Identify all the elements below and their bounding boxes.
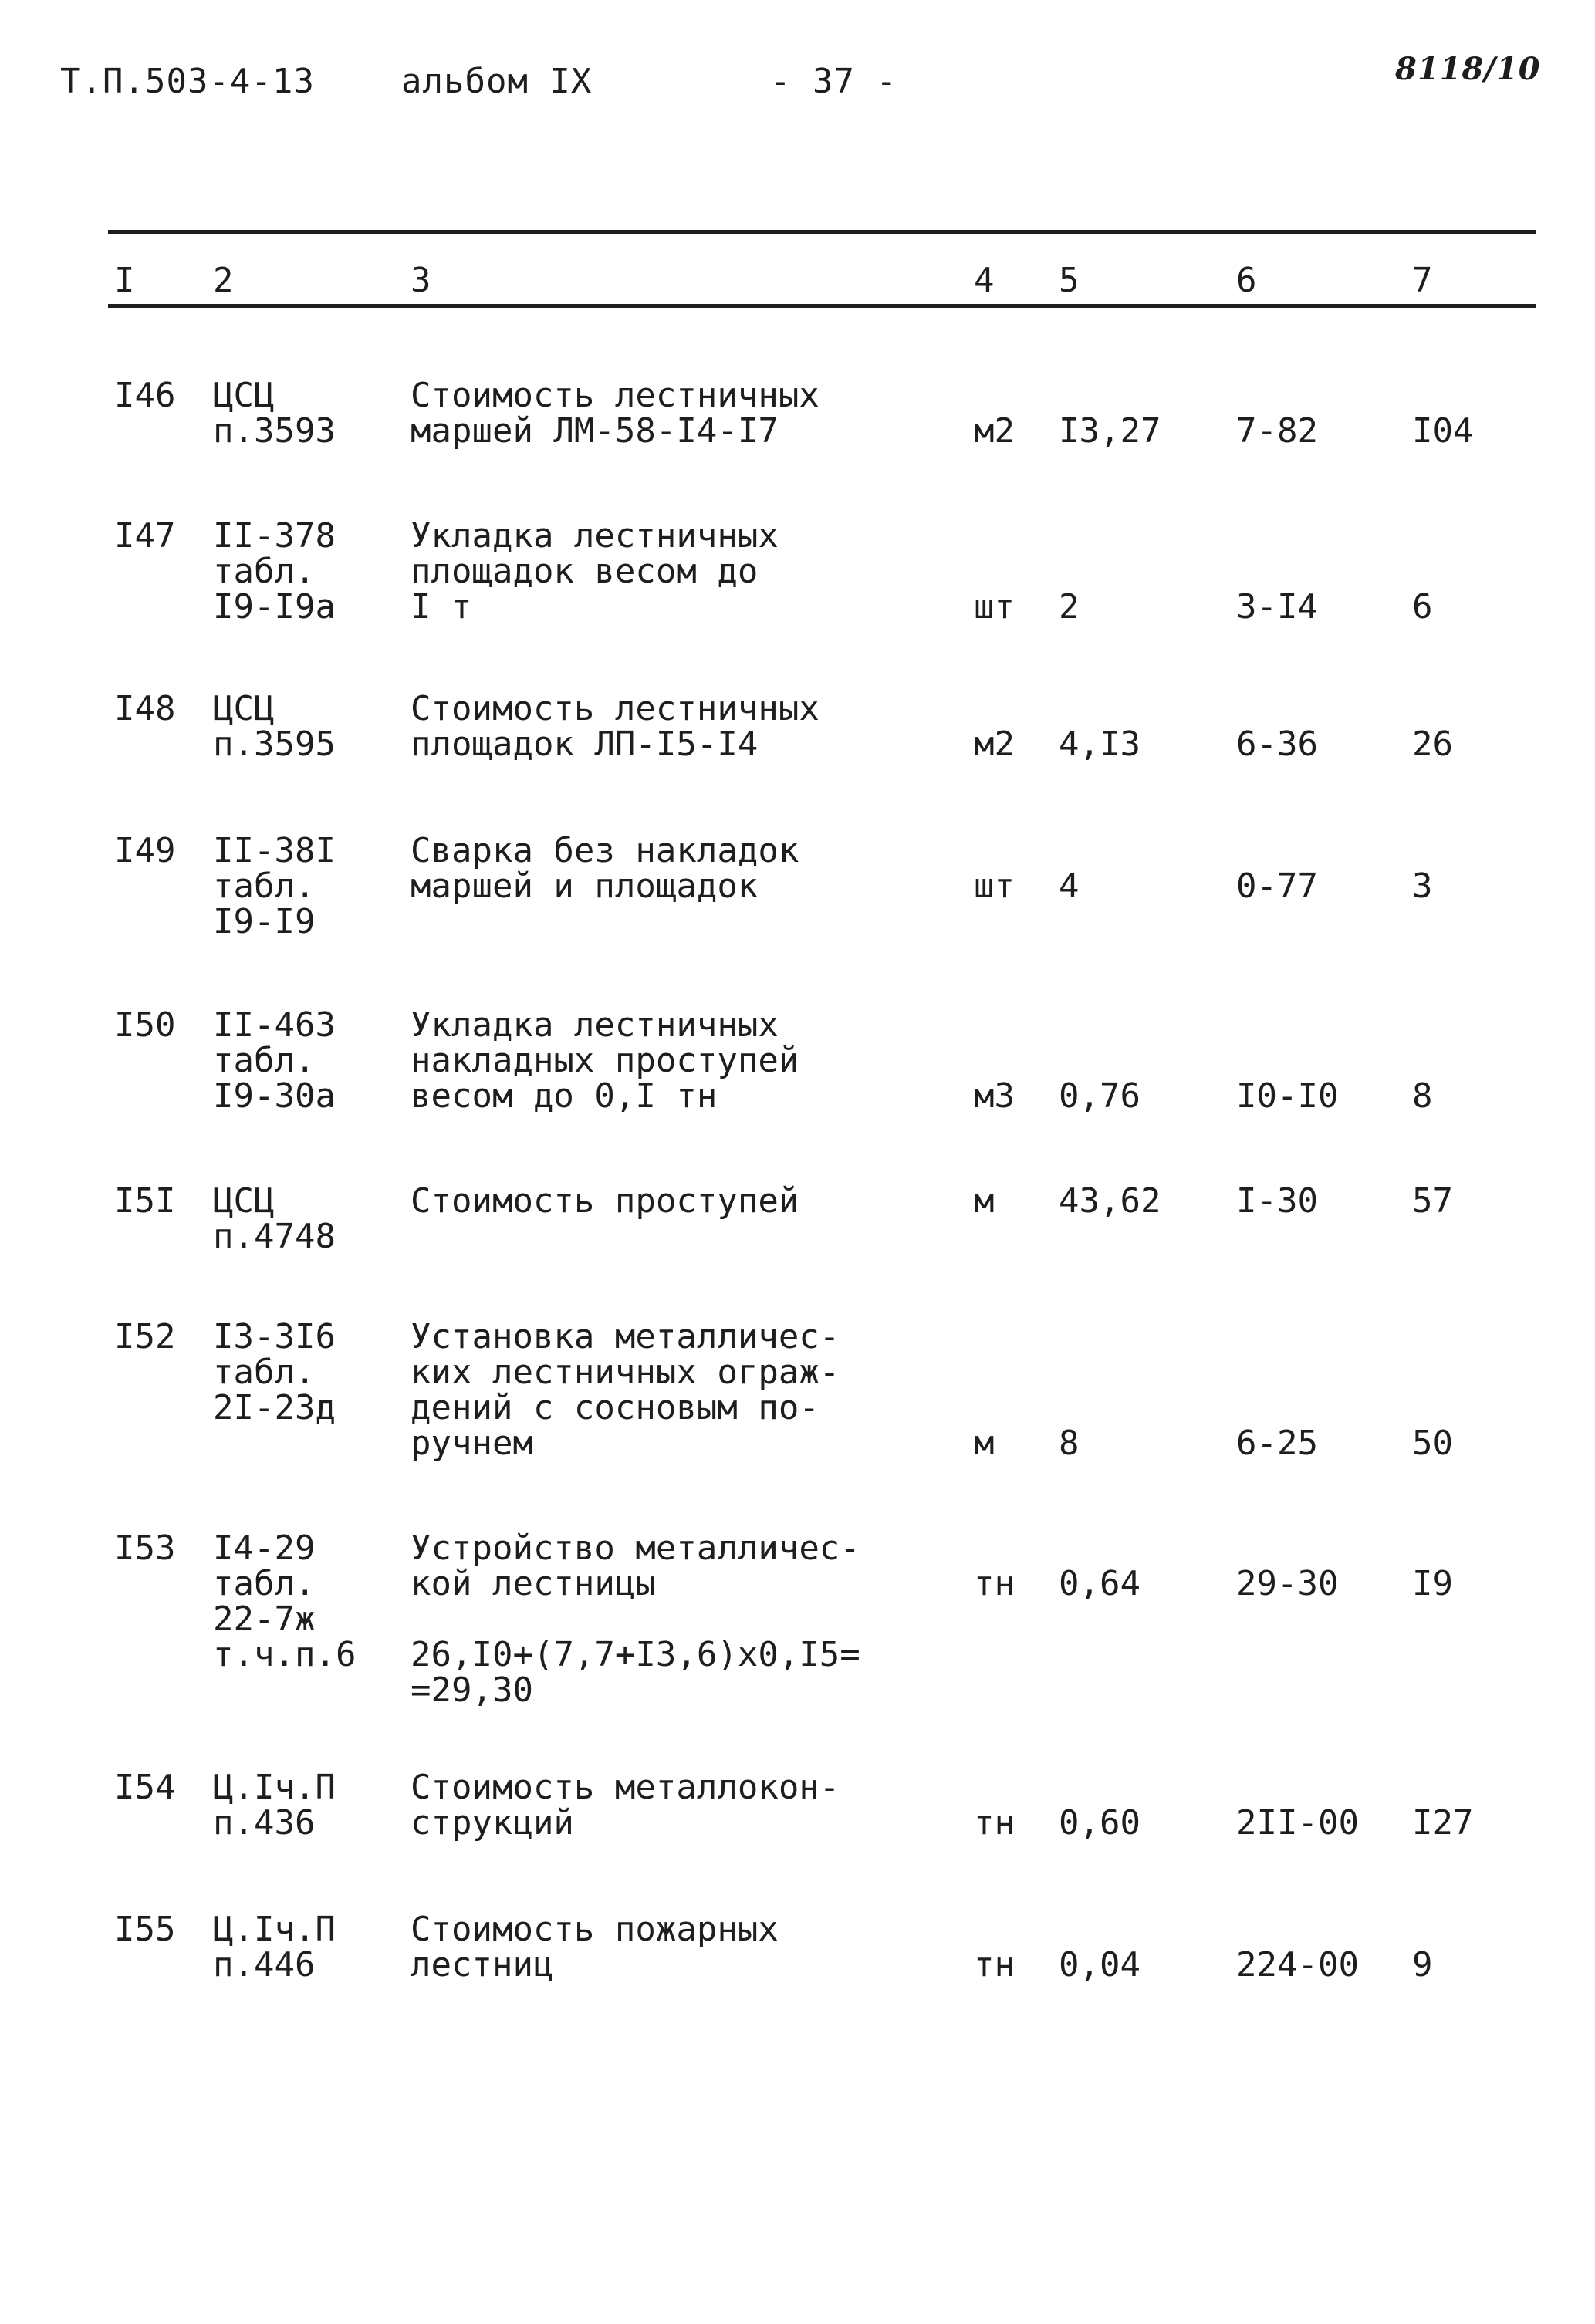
reference-line: ЦСЦ — [213, 689, 275, 728]
unit-price-cell: 0-77 — [1236, 866, 1318, 906]
row-number: I54 — [114, 1768, 176, 1807]
column-header-1: I — [114, 261, 135, 300]
reference-line: II-463 — [213, 1005, 336, 1045]
archive-stamp: 8118/10 — [1395, 51, 1541, 87]
unit-cell: шт — [974, 587, 1015, 627]
description-line: кой лестницы — [411, 1564, 656, 1603]
calculation-line: 26,I0+(7,7+I3,6)х0,I5= — [411, 1635, 860, 1674]
column-header-7: 7 — [1412, 261, 1433, 300]
row-number: I47 — [114, 516, 176, 556]
quantity-cell: 0,04 — [1059, 1945, 1140, 1985]
reference-line: Ц.Iч.П — [213, 1910, 336, 1949]
reference-line: табл. — [213, 1353, 316, 1392]
reference-line: 22-7ж — [213, 1599, 316, 1639]
description-line: ручнем — [411, 1424, 533, 1463]
reference-line: I9-I9 — [213, 902, 316, 941]
description-line: I т — [411, 587, 472, 627]
description-line: дений с сосновым по- — [411, 1388, 819, 1427]
row-number: I5I — [114, 1181, 176, 1221]
unit-price-cell: 3-I4 — [1236, 587, 1318, 627]
reference-line: II-378 — [213, 516, 336, 556]
reference-line: п.446 — [213, 1945, 316, 1985]
quantity-cell: I3,27 — [1059, 411, 1161, 451]
column-header-3: 3 — [411, 261, 431, 300]
description-line: лестниц — [411, 1945, 554, 1985]
unit-cell: шт — [974, 866, 1015, 906]
row-number: I55 — [114, 1910, 176, 1949]
total-cell: 26 — [1412, 725, 1453, 764]
unit-price-cell: 29-30 — [1236, 1564, 1339, 1603]
column-header-5: 5 — [1059, 261, 1080, 300]
quantity-cell: 4,I3 — [1059, 725, 1140, 764]
reference-line: I3-3I6 — [213, 1317, 336, 1356]
page-number: - 37 - — [770, 62, 897, 101]
reference-line: II-38I — [213, 831, 336, 870]
description-line: Стоимость лестничных — [411, 376, 819, 415]
description-line: Устройство металличес- — [411, 1529, 860, 1568]
unit-cell: тн — [974, 1803, 1015, 1843]
reference-line: т.ч.п.6 — [213, 1635, 357, 1674]
row-number: I53 — [114, 1529, 176, 1568]
description-line: Стоимость лестничных — [411, 689, 819, 728]
calculation-line: =29,30 — [411, 1670, 533, 1710]
total-cell: 8 — [1412, 1076, 1433, 1116]
reference-line: Ц.Iч.П — [213, 1768, 336, 1807]
unit-cell: м2 — [974, 725, 1015, 764]
table-top-rule — [108, 230, 1536, 234]
row-number: I49 — [114, 831, 176, 870]
description-line: Установка металличес- — [411, 1317, 840, 1356]
reference-line: I9-30а — [213, 1076, 336, 1116]
quantity-cell: 8 — [1059, 1424, 1080, 1463]
description-line: площадок ЛП-I5-I4 — [411, 725, 759, 764]
reference-line: табл. — [213, 1564, 316, 1603]
document-code: Т.П.503-4-13 — [60, 62, 315, 101]
total-cell: I04 — [1412, 411, 1474, 451]
unit-price-cell: I-30 — [1236, 1181, 1318, 1221]
description-line: Стоимость пожарных — [411, 1910, 779, 1949]
unit-price-cell: 224-00 — [1236, 1945, 1359, 1985]
quantity-cell: 0,64 — [1059, 1564, 1140, 1603]
quantity-cell: 0,76 — [1059, 1076, 1140, 1116]
row-number: I48 — [114, 689, 176, 728]
row-number: I52 — [114, 1317, 176, 1356]
reference-line: п.4748 — [213, 1217, 336, 1256]
unit-cell: м3 — [974, 1076, 1015, 1116]
reference-line: п.3593 — [213, 411, 336, 451]
column-header-6: 6 — [1236, 261, 1257, 300]
description-line: Укладка лестничных — [411, 1005, 779, 1045]
reference-line: 2I-23д — [213, 1388, 336, 1427]
reference-line: табл. — [213, 552, 316, 591]
quantity-cell: 4 — [1059, 866, 1080, 906]
table-header-rule — [108, 304, 1536, 308]
quantity-cell: 0,60 — [1059, 1803, 1140, 1843]
album-label: альбом IX — [401, 62, 593, 101]
quantity-cell: 43,62 — [1059, 1181, 1161, 1221]
description-line: Стоимость металлокон- — [411, 1768, 840, 1807]
total-cell: 6 — [1412, 587, 1433, 627]
reference-line: п.436 — [213, 1803, 316, 1843]
reference-line: I9-I9а — [213, 587, 336, 627]
total-cell: 9 — [1412, 1945, 1433, 1985]
unit-cell: м — [974, 1424, 995, 1463]
unit-price-cell: 7-82 — [1236, 411, 1318, 451]
total-cell: I27 — [1412, 1803, 1474, 1843]
unit-cell: м — [974, 1181, 995, 1221]
description-line: Укладка лестничных — [411, 516, 779, 556]
unit-price-cell: 6-36 — [1236, 725, 1318, 764]
reference-line: табл. — [213, 866, 316, 906]
description-line: Стоимость проступей — [411, 1181, 799, 1221]
description-line: накладных проступей — [411, 1041, 799, 1080]
total-cell: I9 — [1412, 1564, 1453, 1603]
unit-cell: тн — [974, 1945, 1015, 1985]
reference-line: I4-29 — [213, 1529, 316, 1568]
total-cell: 57 — [1412, 1181, 1453, 1221]
unit-price-cell: 2II-00 — [1236, 1803, 1359, 1843]
description-line: струкций — [411, 1803, 574, 1843]
reference-line: табл. — [213, 1041, 316, 1080]
description-line: ких лестничных ограж- — [411, 1353, 840, 1392]
column-header-4: 4 — [974, 261, 995, 300]
description-line: маршей ЛМ-58-I4-I7 — [411, 411, 779, 451]
description-line: площадок весом до — [411, 552, 759, 591]
description-line: маршей и площадок — [411, 866, 759, 906]
quantity-cell: 2 — [1059, 587, 1080, 627]
column-header-2: 2 — [213, 261, 234, 300]
reference-line: п.3595 — [213, 725, 336, 764]
unit-price-cell: 6-25 — [1236, 1424, 1318, 1463]
unit-cell: м2 — [974, 411, 1015, 451]
total-cell: 3 — [1412, 866, 1433, 906]
reference-line: ЦСЦ — [213, 1181, 275, 1221]
description-line: весом до 0,I тн — [411, 1076, 718, 1116]
reference-line: ЦСЦ — [213, 376, 275, 415]
row-number: I50 — [114, 1005, 176, 1045]
total-cell: 50 — [1412, 1424, 1453, 1463]
description-line: Сварка без накладок — [411, 831, 799, 870]
unit-cell: тн — [974, 1564, 1015, 1603]
row-number: I46 — [114, 376, 176, 415]
unit-price-cell: I0-I0 — [1236, 1076, 1339, 1116]
